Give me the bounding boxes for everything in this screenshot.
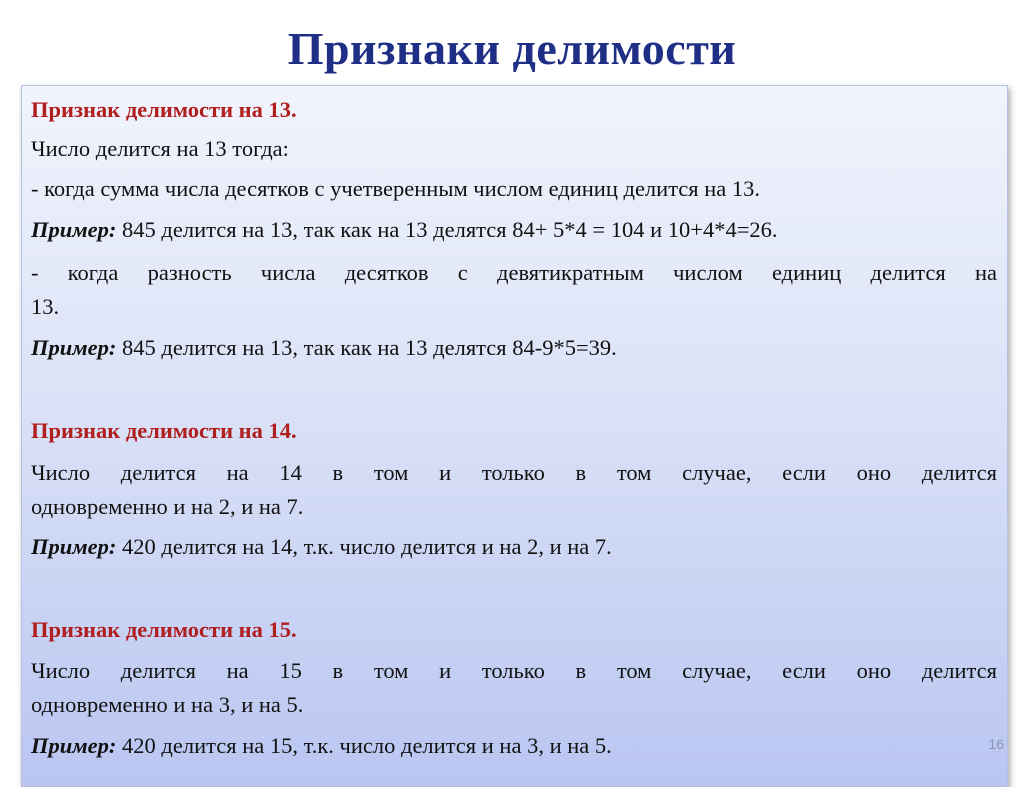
example-label: Пример: xyxy=(31,534,117,559)
heading-divisibility-15: Признак делимости на 15. xyxy=(31,617,297,642)
page-number: 16 xyxy=(988,736,1004,752)
example-14 xyxy=(31,530,997,564)
text-15-line-2: одновременно и на 3, и на 5. xyxy=(31,692,304,717)
example-text: 420 делится на 15, т.к. число делится и на 3, и на 5. xyxy=(116,733,612,758)
text-14-line-2: одновременно и на 2, и на 7. xyxy=(31,494,304,519)
example-label: Пример: xyxy=(31,733,117,758)
intro-13: Число делится на 13 тогда: xyxy=(31,136,289,161)
text-15-line-1: Число делится на 15 в том и только в том случае, если оно делится xyxy=(31,658,997,683)
example-text: 845 делится на 13, так как на 13 делятся 84+ 5*4 = 104 и 10+4*4=26. xyxy=(116,217,778,242)
example-text: 420 делится на 14, т.к. число делится и на 2, и на 7. xyxy=(116,534,612,559)
example-15 xyxy=(31,729,997,763)
example-label: Пример: xyxy=(31,217,117,242)
example-13-2 xyxy=(31,331,997,365)
rule-13-2-line-2: 13. xyxy=(31,294,60,319)
example-label: Пример: xyxy=(31,335,117,360)
example-text: 845 делится на 13, так как на 13 делятся 84-9*5=39. xyxy=(116,335,617,360)
heading-divisibility-14: Признак делимости на 14. xyxy=(31,418,297,443)
slide-title: Признаки делимости xyxy=(287,23,737,74)
rule-13-2-line-1: - когда разность числа десятков с девятикратным числом единиц делится на xyxy=(31,260,997,285)
text-14-line-1: Число делится на 14 в том и только в том случае, если оно делится xyxy=(31,460,997,485)
rule-13-1: - когда сумма числа десятков с учетверенным числом единиц делится на 13. xyxy=(31,176,761,201)
heading-divisibility-13: Признак делимости на 13. xyxy=(31,97,297,122)
example-13-1 xyxy=(31,213,997,247)
